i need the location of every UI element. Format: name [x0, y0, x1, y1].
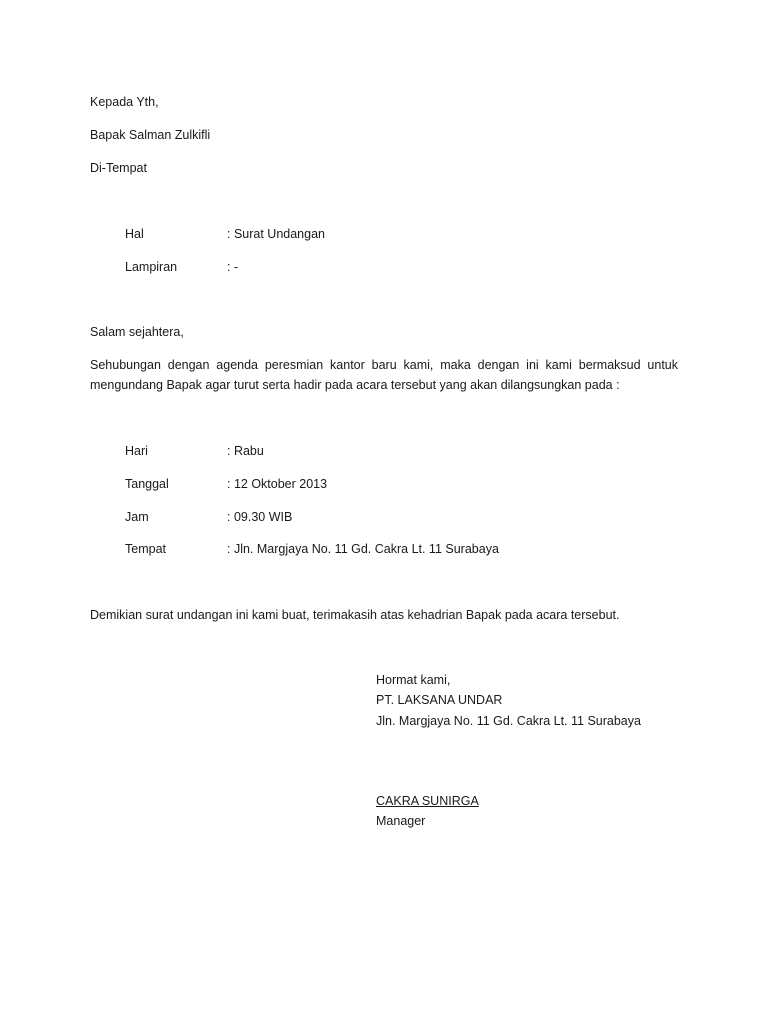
signature-regards: Hormat kami, [376, 673, 451, 687]
jam-value: : 09.30 WIB [227, 510, 293, 524]
signature-address: Jln. Margjaya No. 11 Gd. Cakra Lt. 11 Surabaya [376, 714, 641, 728]
tanggal-value: : 12 Oktober 2013 [227, 477, 328, 491]
signer-name: CAKRA SUNIRGA [376, 794, 479, 808]
tanggal-label: Tanggal [125, 477, 169, 491]
salutation: Salam sejahtera, [90, 325, 184, 339]
signature-company: PT. LAKSANA UNDAR [376, 693, 503, 707]
recipient-place: Di-Tempat [90, 161, 147, 175]
intro-line-2: mengundang Bapak agar turut serta hadir pada acara tersebut yang akan dilangsungkan pada : [90, 378, 620, 392]
hari-value: : Rabu [227, 444, 264, 458]
hal-value: : Surat Undangan [227, 227, 325, 241]
hari-label: Hari [125, 444, 148, 458]
lampiran-value: : - [227, 260, 239, 274]
intro-paragraph [90, 355, 678, 395]
hal-label: Hal [125, 227, 144, 241]
lampiran-label: Lampiran [125, 260, 178, 274]
tempat-label: Tempat [125, 542, 166, 556]
jam-label: Jam [125, 510, 149, 524]
intro-line-1: Sehubungan dengan agenda peresmian kantor baru kami, maka dengan ini kami bermaksud untuk [90, 358, 678, 372]
recipient-name: Bapak Salman Zulkifli [90, 128, 211, 142]
recipient-greeting: Kepada Yth, [90, 95, 159, 109]
closing-text: Demikian surat undangan ini kami buat, terimakasih atas kehadrian Bapak pada acara tersebut. [90, 608, 620, 622]
signer-title: Manager [376, 814, 426, 828]
tempat-value: : Jln. Margjaya No. 11 Gd. Cakra Lt. 11 Surabaya [227, 542, 499, 556]
